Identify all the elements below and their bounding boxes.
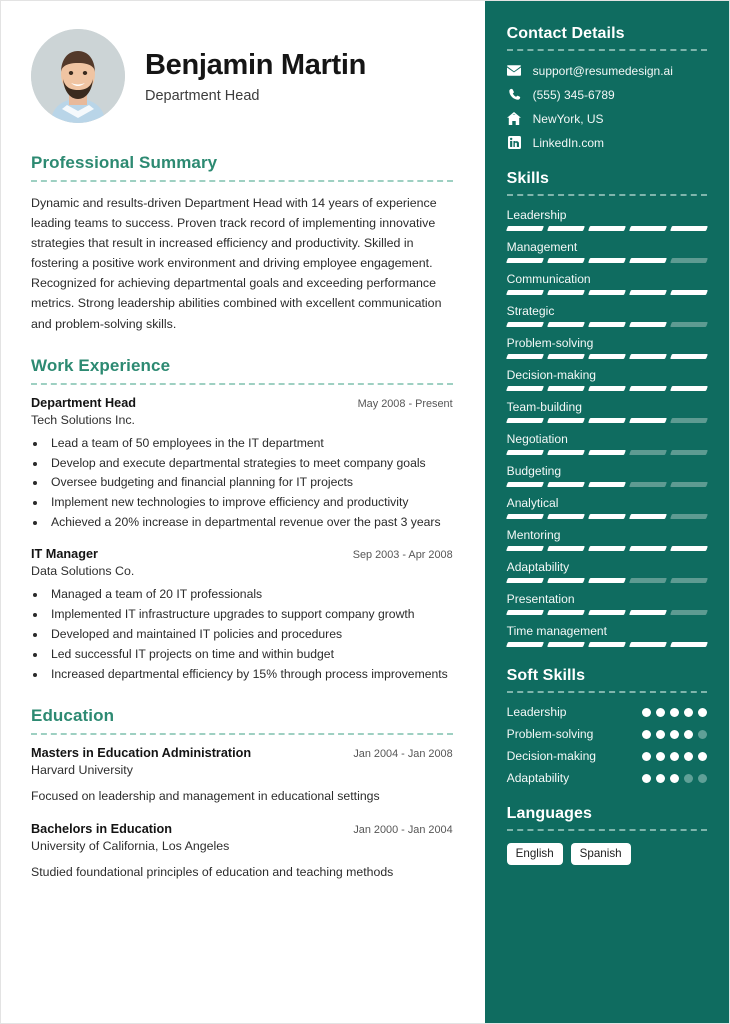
divider	[31, 733, 453, 735]
skill-bar-segment	[629, 578, 667, 583]
work-list	[31, 396, 453, 684]
work-job-title: IT Manager	[31, 547, 98, 562]
soft-skill-dot	[670, 708, 679, 717]
skill-row	[507, 624, 707, 647]
job-title: Department Head	[145, 88, 260, 105]
contact-value: NewYork, US	[532, 111, 604, 126]
skill-row	[507, 528, 707, 551]
skill-bar-segment	[629, 418, 667, 423]
soft-skill-dot	[684, 752, 693, 761]
skill-bar-segment	[629, 610, 667, 615]
skill-bar-segment	[506, 514, 544, 519]
skill-label: Negotiation	[506, 432, 568, 446]
skills-list	[507, 208, 707, 647]
soft-skill-dot	[642, 752, 651, 761]
skill-bar-segment	[506, 418, 544, 423]
soft-skill-rating-dots	[642, 774, 707, 783]
language-tag[interactable]: English	[507, 843, 563, 865]
skill-bar-segment	[588, 450, 626, 455]
section-contact-details	[507, 25, 707, 150]
skill-label: Leadership	[506, 208, 567, 222]
skill-row	[507, 432, 707, 455]
work-bullet: • Managed a team of 20 IT professionals	[47, 585, 453, 604]
divider	[507, 829, 707, 831]
skill-label: Management	[506, 240, 578, 254]
page-title: Benjamin Martin	[145, 48, 367, 81]
skill-bar-segment	[506, 610, 544, 615]
skill-bar-segment	[588, 610, 626, 615]
skill-bar-segment	[547, 258, 585, 263]
soft-skill-row	[507, 771, 707, 785]
skill-label: Strategic	[506, 304, 555, 318]
soft-skill-dot	[684, 774, 693, 783]
work-bullet-list	[47, 434, 453, 533]
skill-bar-segment	[629, 386, 667, 391]
work-bullet: • Implemented IT infrastructure upgrades to support company growth	[47, 605, 453, 624]
skill-label: Adaptability	[506, 560, 570, 574]
language-tag-list	[507, 843, 707, 865]
skill-bar-segment	[547, 546, 585, 551]
soft-skill-row	[507, 727, 707, 741]
skill-bar-segment	[547, 418, 585, 423]
soft-skill-dot	[684, 730, 693, 739]
summary-text: Dynamic and results-driven Department Head with 14 years of experience leading teams to success. Proven track record of implementing innovative strategies that result in increased efficiency and productivity. Skilled in fostering a positive work environment and driving employee engagement. Recognized for achieving departmental goals and exceeding performance metrics. Strong leadership abilities combined with excellent communication and problem-solving skills.	[31, 196, 442, 331]
skill-rating-bars	[507, 258, 707, 263]
work-entry-header	[31, 396, 453, 410]
skill-bar-segment	[670, 482, 708, 487]
skill-bar-segment	[547, 322, 585, 327]
education-entry	[31, 746, 453, 805]
education-list	[31, 746, 453, 882]
work-bullet-list	[47, 585, 453, 684]
skill-rating-bars	[507, 514, 707, 519]
section-heading-languages: Languages	[506, 805, 593, 822]
soft-skill-dot	[656, 730, 665, 739]
skill-bar-segment	[506, 226, 544, 231]
education-date-range: Jan 2000 - Jan 2004	[353, 824, 453, 837]
skill-bar-segment	[588, 578, 626, 583]
skill-bar-segment	[670, 514, 708, 519]
education-school: Harvard University	[31, 762, 133, 777]
skill-bar-segment	[588, 226, 626, 231]
section-work-experience	[31, 356, 453, 684]
skill-bar-segment	[670, 610, 708, 615]
soft-skill-dot	[642, 708, 651, 717]
soft-skill-label: Decision-making	[506, 749, 597, 763]
soft-skill-label: Problem-solving	[506, 727, 594, 741]
work-date-range: Sep 2003 - Apr 2008	[352, 549, 453, 562]
soft-skill-dot	[698, 752, 707, 761]
education-entry-header	[31, 746, 453, 760]
work-bullet: • Develop and execute departmental strategies to meet company goals	[47, 454, 453, 473]
skill-bar-segment	[506, 482, 544, 487]
main-column	[1, 1, 485, 1023]
education-degree: Bachelors in Education	[31, 822, 172, 837]
education-entry-header	[31, 822, 453, 836]
skill-rating-bars	[507, 610, 707, 615]
skill-bar-segment	[629, 482, 667, 487]
skill-bar-segment	[547, 290, 585, 295]
skill-row	[507, 272, 707, 295]
skill-label: Time management	[506, 624, 608, 638]
soft-skill-label: Adaptability	[506, 771, 570, 785]
skill-bar-segment	[670, 258, 708, 263]
section-soft-skills	[507, 667, 707, 785]
contact-item[interactable]	[507, 63, 707, 78]
skill-rating-bars	[507, 578, 707, 583]
skill-bar-segment	[588, 290, 626, 295]
divider	[507, 194, 707, 196]
skill-bar-segment	[547, 578, 585, 583]
skill-bar-segment	[670, 450, 708, 455]
soft-skill-dot	[698, 708, 707, 717]
soft-skill-row	[507, 749, 707, 763]
skill-label: Analytical	[506, 496, 559, 510]
education-description: Focused on leadership and management in educational settings	[31, 788, 380, 803]
skill-bar-segment	[547, 386, 585, 391]
skill-bar-segment	[506, 290, 544, 295]
work-company: Tech Solutions Inc.	[31, 412, 136, 427]
skill-bar-segment	[629, 450, 667, 455]
skill-rating-bars	[507, 290, 707, 295]
contact-value: support@resumedesign.ai	[532, 63, 673, 78]
skill-label: Budgeting	[506, 464, 562, 478]
skill-bar-segment	[506, 258, 544, 263]
skill-bar-segment	[670, 226, 708, 231]
work-entry	[31, 396, 453, 533]
skill-row	[507, 592, 707, 615]
skill-bar-segment	[506, 450, 544, 455]
avatar	[31, 29, 125, 123]
skill-bar-segment	[629, 642, 667, 647]
work-bullet: • Oversee budgeting and financial planning for IT projects	[47, 473, 453, 492]
skill-bar-segment	[670, 354, 708, 359]
skill-bar-segment	[629, 290, 667, 295]
section-education	[31, 706, 453, 882]
soft-skill-rating-dots	[642, 752, 707, 761]
work-entry	[31, 547, 453, 684]
section-professional-summary	[31, 153, 453, 334]
work-bullet: • Increased departmental efficiency by 15% through process improvements	[47, 665, 453, 684]
work-bullet: • Achieved a 20% increase in departmental revenue over the past 3 years	[47, 513, 453, 532]
envelope-icon	[507, 63, 522, 78]
soft-skill-dot	[656, 708, 665, 717]
divider	[31, 180, 453, 182]
resume-header	[31, 29, 453, 123]
work-bullet: • Implement new technologies to improve efficiency and productivity	[47, 493, 453, 512]
divider	[507, 691, 707, 693]
skill-bar-segment	[629, 258, 667, 263]
work-job-title: Department Head	[31, 395, 137, 410]
work-bullet: • Developed and maintained IT policies and procedures	[47, 625, 453, 644]
skill-bar-segment	[629, 354, 667, 359]
skill-bar-segment	[629, 514, 667, 519]
skill-label: Problem-solving	[506, 336, 594, 350]
skill-bar-segment	[629, 226, 667, 231]
skill-rating-bars	[507, 386, 707, 391]
skill-rating-bars	[507, 322, 707, 327]
divider	[507, 49, 707, 51]
skill-bar-segment	[670, 546, 708, 551]
skill-bar-segment	[588, 322, 626, 327]
skill-label: Communication	[506, 272, 591, 286]
education-date-range: Jan 2004 - Jan 2008	[353, 747, 453, 760]
work-date-range: May 2008 - Present	[357, 397, 453, 410]
skill-bar-segment	[506, 354, 544, 359]
skill-rating-bars	[507, 482, 707, 487]
skill-row	[507, 368, 707, 391]
soft-skill-dot	[642, 774, 651, 783]
soft-skill-dot	[684, 708, 693, 717]
skill-bar-segment	[547, 610, 585, 615]
phone-icon	[507, 87, 522, 102]
user-photo-icon	[31, 29, 125, 123]
education-entry	[31, 822, 453, 881]
soft-skill-dot	[656, 774, 665, 783]
skill-bar-segment	[588, 546, 626, 551]
skill-rating-bars	[507, 226, 707, 231]
skill-bar-segment	[547, 450, 585, 455]
divider	[31, 383, 453, 385]
skill-bar-segment	[670, 642, 708, 647]
education-school: University of California, Los Angeles	[31, 839, 230, 854]
skill-label: Team-building	[506, 400, 582, 414]
contact-value: (555) 345-6789	[532, 87, 615, 102]
soft-skill-dot	[642, 730, 651, 739]
skill-row	[507, 240, 707, 263]
soft-skill-dot	[670, 774, 679, 783]
skill-bar-segment	[670, 386, 708, 391]
skill-bar-segment	[547, 642, 585, 647]
soft-skill-rating-dots	[642, 708, 707, 717]
soft-skill-rating-dots	[642, 730, 707, 739]
work-bullet: • Lead a team of 50 employees in the IT department	[47, 434, 453, 453]
skill-bar-segment	[588, 386, 626, 391]
skill-bar-segment	[670, 418, 708, 423]
skill-row	[507, 400, 707, 423]
contact-item[interactable]	[507, 111, 707, 126]
soft-skill-dot	[670, 730, 679, 739]
skill-label: Presentation	[506, 592, 575, 606]
skill-bar-segment	[547, 354, 585, 359]
section-heading-summary: Professional Summary	[31, 153, 218, 172]
skill-bar-segment	[629, 546, 667, 551]
soft-skill-dot	[698, 730, 707, 739]
work-entry-header	[31, 547, 453, 561]
contact-value: LinkedIn.com	[532, 135, 605, 150]
skill-row	[507, 560, 707, 583]
section-heading-work: Work Experience	[31, 355, 171, 375]
soft-skills-list	[507, 705, 707, 785]
skill-rating-bars	[507, 418, 707, 423]
skill-bar-segment	[547, 226, 585, 231]
skill-bar-segment	[670, 578, 708, 583]
skill-rating-bars	[507, 354, 707, 359]
section-heading-soft-skills: Soft Skills	[506, 667, 586, 684]
education-degree: Masters in Education Administration	[31, 745, 252, 760]
skill-row	[507, 336, 707, 359]
work-bullet: • Led successful IT projects on time and within budget	[47, 645, 453, 664]
skill-bar-segment	[629, 322, 667, 327]
skill-bar-segment	[670, 322, 708, 327]
skill-row	[507, 304, 707, 327]
contact-list	[507, 63, 707, 150]
skill-label: Mentoring	[506, 528, 561, 542]
skill-bar-segment	[670, 290, 708, 295]
section-heading-education: Education	[31, 705, 115, 725]
skill-bar-segment	[588, 642, 626, 647]
skill-bar-segment	[588, 418, 626, 423]
skill-bar-segment	[506, 642, 544, 647]
work-company: Data Solutions Co.	[31, 564, 135, 579]
skill-row	[507, 464, 707, 487]
language-tag[interactable]: Spanish	[571, 843, 631, 865]
contact-item[interactable]	[507, 87, 707, 102]
soft-skill-row	[507, 705, 707, 719]
skill-bar-segment	[506, 322, 544, 327]
skill-bar-segment	[506, 578, 544, 583]
linkedin-icon	[507, 135, 522, 150]
soft-skill-dot	[670, 752, 679, 761]
skill-bar-segment	[588, 482, 626, 487]
soft-skill-dot	[656, 752, 665, 761]
skill-bar-segment	[547, 482, 585, 487]
skill-bar-segment	[588, 354, 626, 359]
section-heading-skills: Skills	[506, 170, 550, 187]
skill-row	[507, 496, 707, 519]
skill-bar-segment	[506, 546, 544, 551]
skill-bar-segment	[506, 386, 544, 391]
skill-bar-segment	[588, 514, 626, 519]
skill-bar-segment	[547, 514, 585, 519]
name-block	[145, 48, 366, 105]
skill-rating-bars	[507, 450, 707, 455]
section-heading-contact: Contact Details	[506, 25, 625, 42]
section-skills	[507, 170, 707, 647]
sidebar	[485, 1, 729, 1023]
skill-rating-bars	[507, 642, 707, 647]
skill-rating-bars	[507, 546, 707, 551]
contact-item[interactable]	[507, 135, 707, 150]
home-icon	[507, 111, 522, 126]
education-description: Studied foundational principles of education and teaching methods	[31, 865, 394, 880]
skill-bar-segment	[588, 258, 626, 263]
skill-label: Decision-making	[506, 368, 597, 382]
soft-skill-label: Leadership	[506, 705, 567, 719]
soft-skill-dot	[698, 774, 707, 783]
skill-row	[507, 208, 707, 231]
section-languages	[507, 805, 707, 865]
